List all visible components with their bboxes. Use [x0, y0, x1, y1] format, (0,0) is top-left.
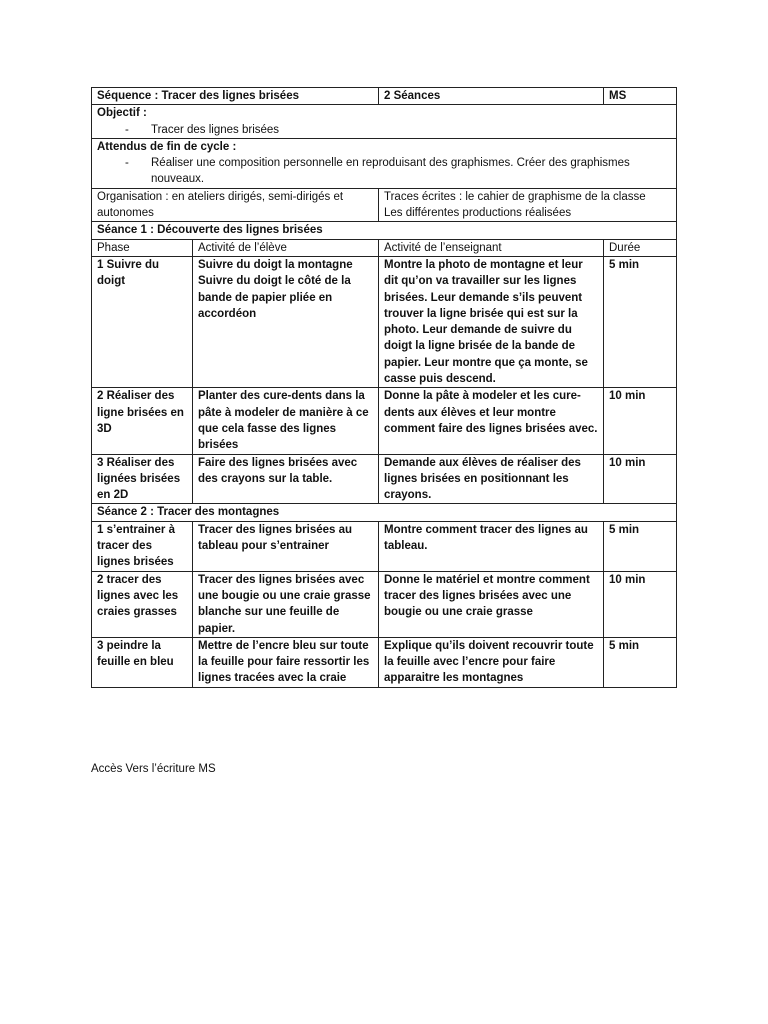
- phase-cell: 2 tracer des lignes avec les craies grasses: [92, 571, 193, 637]
- seance1-title-row: [92, 222, 677, 239]
- duree-cell: 5 min: [604, 256, 677, 387]
- header-row: [92, 88, 677, 105]
- eleve-cell: Mettre de l’encre bleu sur toute la feuille pour faire ressortir les lignes tracées avec la craie: [193, 637, 379, 687]
- eleve-cell: Faire des lignes brisées avec des crayons sur la table.: [193, 454, 379, 504]
- phase-cell: 3 peindre la feuille en bleu: [92, 637, 193, 687]
- seance2-title-row: [92, 504, 677, 521]
- eleve-cell: Tracer des lignes brisées au tableau pour s’entrainer: [193, 521, 379, 571]
- phase-cell: 1 Suivre du doigt: [92, 256, 193, 387]
- col-duree: Durée: [604, 239, 677, 256]
- col-phase: Phase: [92, 239, 193, 256]
- phase-cell: 1 s’entrainer à tracer des lignes brisées: [92, 521, 193, 571]
- phase-cell: 2 Réaliser des ligne brisées en 3D: [92, 388, 193, 454]
- phase-cell: 3 Réaliser des lignées brisées en 2D: [92, 454, 193, 504]
- footer-note: Accès Vers l’écriture MS: [91, 763, 216, 775]
- attendus-row: [92, 138, 677, 188]
- column-header-row: [92, 239, 677, 256]
- organisation-row: [92, 188, 677, 222]
- organisation-text: Organisation : en ateliers dirigés, semi-dirigés et autonomes: [92, 188, 379, 222]
- seance1-title: Séance 1 : Découverte des lignes brisées: [92, 222, 677, 239]
- table-row: [92, 521, 677, 571]
- lesson-plan-table: [91, 87, 677, 688]
- table-row: [92, 637, 677, 687]
- table-row: [92, 256, 677, 387]
- table-row: [92, 388, 677, 454]
- enseignant-cell: Donne la pâte à modeler et les cure-dents aux élèves et leur montre comment faire des lignes brisées avec.: [379, 388, 604, 454]
- col-eleve: Activité de l’élève: [193, 239, 379, 256]
- objectif-label: Objectif :: [97, 107, 147, 120]
- traces-ecrites: Traces écrites : le cahier de graphisme de la classe: [384, 190, 646, 203]
- enseignant-cell: Montre la photo de montagne et leur dit qu’on va travailler sur les lignes brisées. Leur demande s’ils peuvent trouver la ligne brisée qui est sur la photo. Leur demande de suivre du doigt la ligne brisée de la bande de papier. Leur montre que ça monte, se casse puis descend.: [379, 256, 604, 387]
- duree-cell: 10 min: [604, 388, 677, 454]
- seances-count: 2 Séances: [379, 88, 604, 105]
- duree-cell: 10 min: [604, 454, 677, 504]
- eleve-cell: Tracer des lignes brisées avec une bougie ou une craie grasse blanche sur une feuille de papier.: [193, 571, 379, 637]
- objectif-item: - Tracer des lignes brisées: [125, 123, 280, 136]
- productions: Les différentes productions réalisées: [384, 207, 572, 220]
- table-row: [92, 454, 677, 504]
- attendus-label: Attendus de fin de cycle :: [97, 140, 237, 153]
- sequence-title: Séquence : Tracer des lignes brisées: [92, 88, 379, 105]
- seance2-title: Séance 2 : Tracer des montagnes: [92, 504, 677, 521]
- col-enseignant: Activité de l’enseignant: [379, 239, 604, 256]
- table-row: [92, 571, 677, 637]
- enseignant-cell: Donne le matériel et montre comment tracer des lignes brisées avec une bougie ou une craie grasse: [379, 571, 604, 637]
- objectif-row: [92, 105, 677, 139]
- eleve-cell: Suivre du doigt la montagne Suivre du doigt le côté de la bande de papier pliée en accordéon: [193, 256, 379, 387]
- class-level: MS: [604, 88, 677, 105]
- eleve-cell: Planter des cure-dents dans la pâte à modeler de manière à ce que cela fasse des lignes brisées: [193, 388, 379, 454]
- enseignant-cell: Demande aux élèves de réaliser des lignes brisées en positionnant les crayons.: [379, 454, 604, 504]
- enseignant-cell: Montre comment tracer des lignes au tableau.: [379, 521, 604, 571]
- enseignant-cell: Explique qu’ils doivent recouvrir toute la feuille avec l’encre pour faire apparaitre les montagnes: [379, 637, 604, 687]
- attendus-item: - Réaliser une composition personnelle en reproduisant des graphismes. Créer des graphismes nouveaux.: [125, 157, 630, 186]
- duree-cell: 5 min: [604, 521, 677, 571]
- duree-cell: 10 min: [604, 571, 677, 637]
- duree-cell: 5 min: [604, 637, 677, 687]
